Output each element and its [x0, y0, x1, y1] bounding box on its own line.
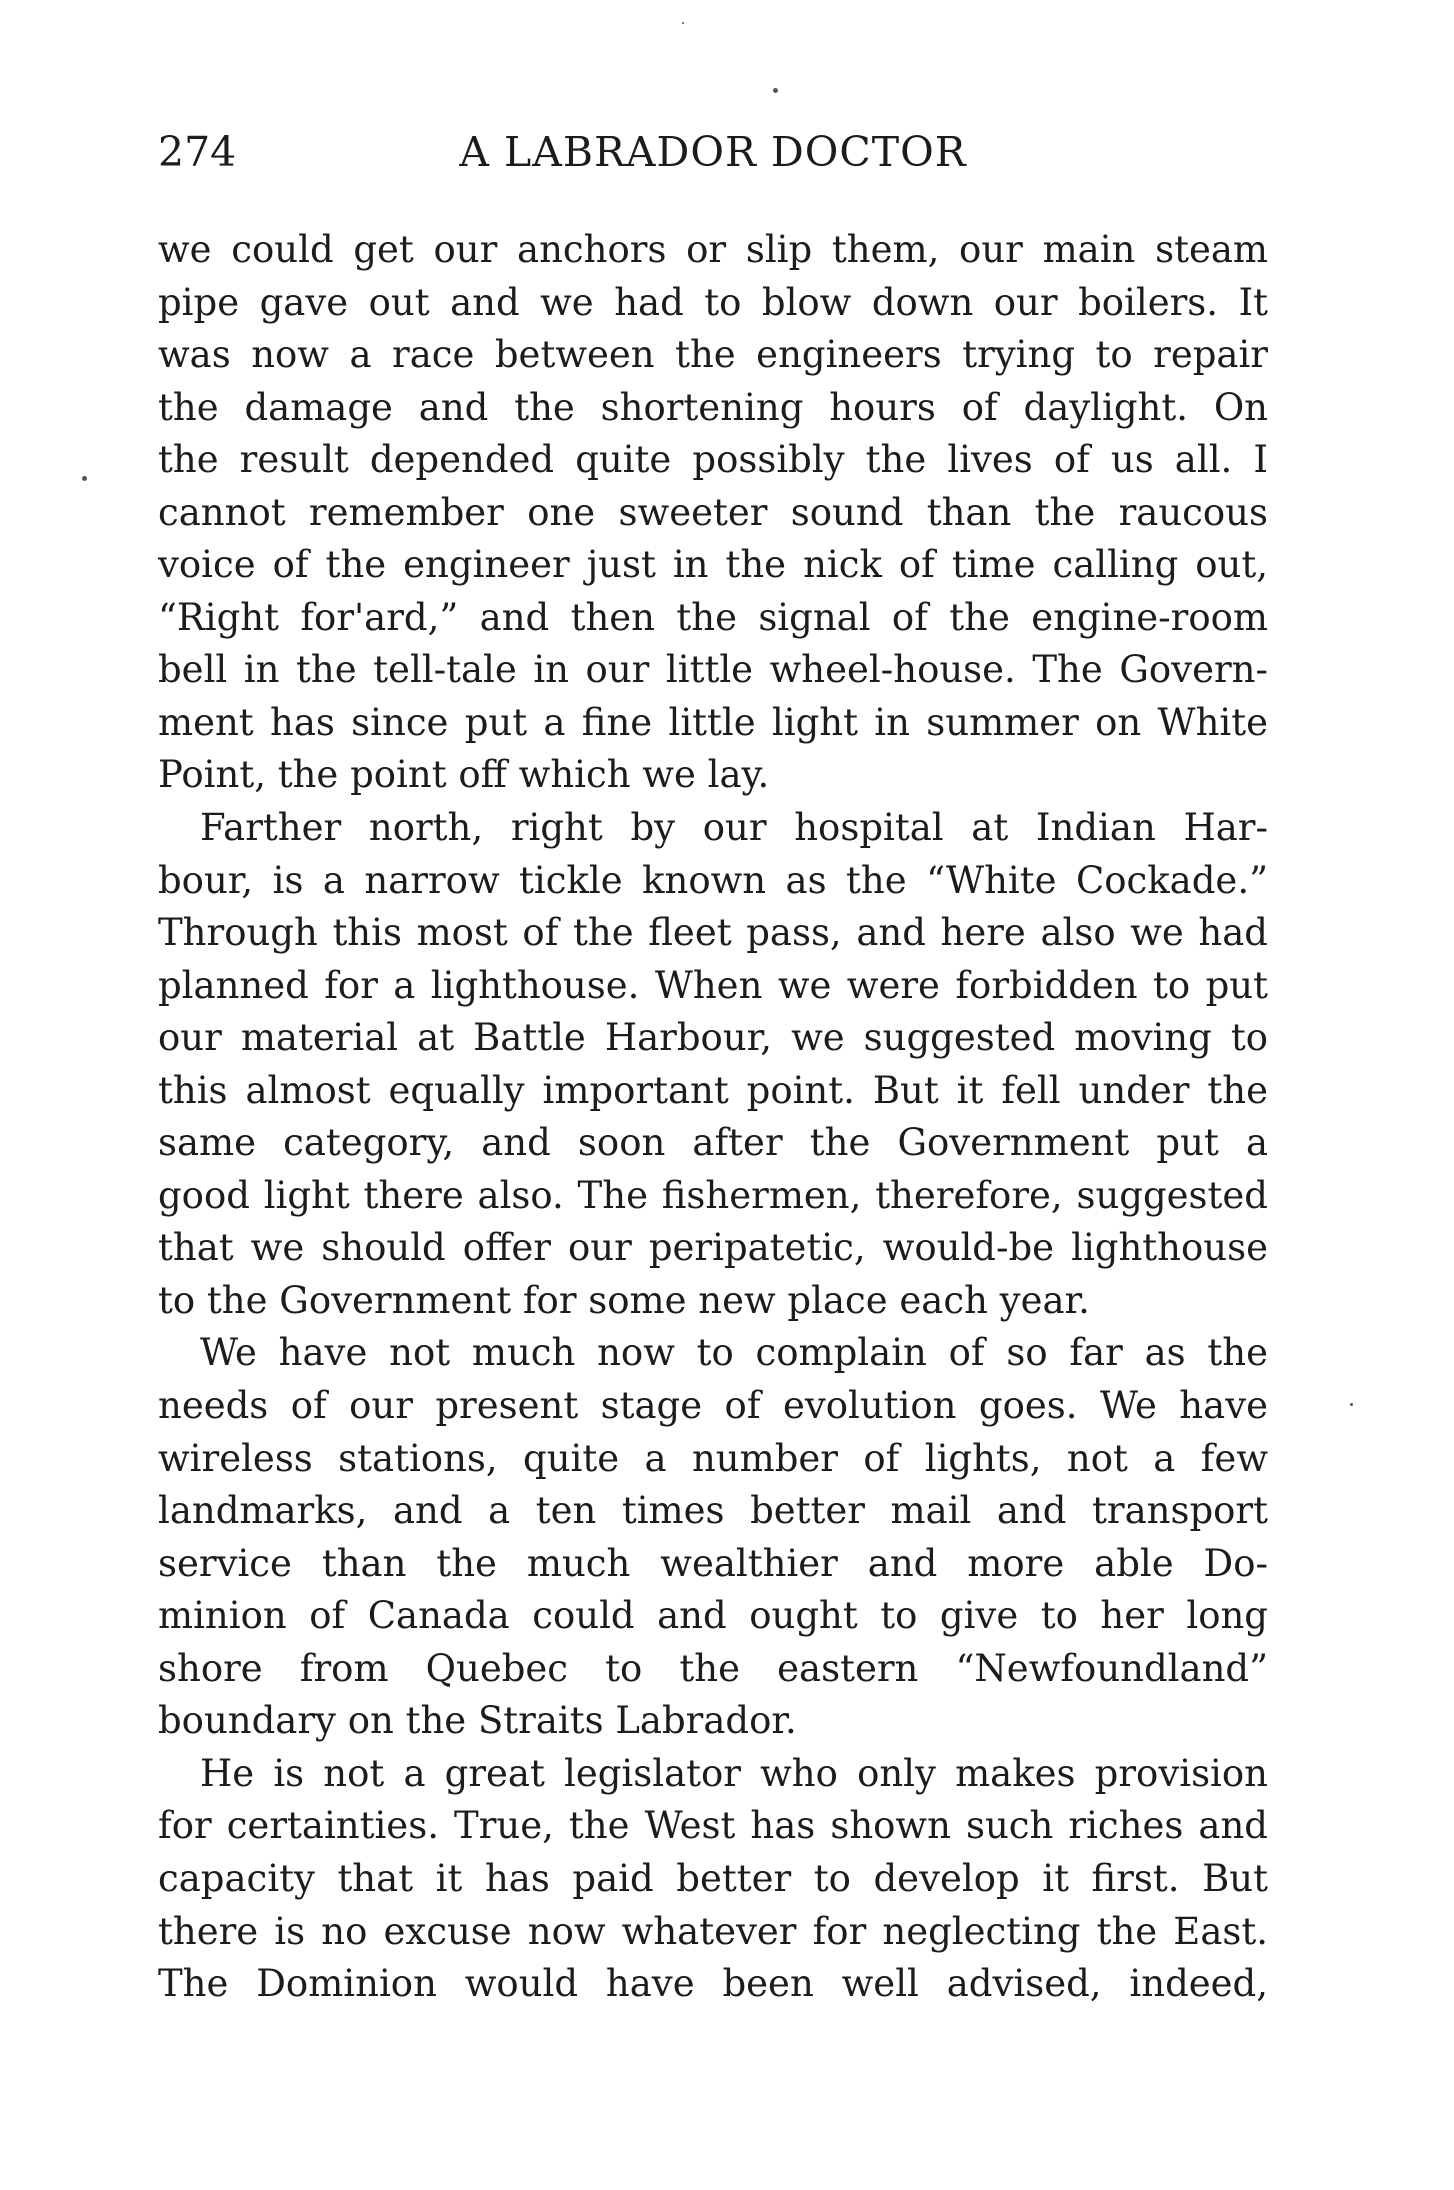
text-line: Through this most of the fleet pass, and here also we had	[158, 911, 1268, 955]
text-line: service than the much wealthier and more able Do-	[158, 1541, 1268, 1585]
text-line: planned for a lighthouse. When we were forbidden to put	[158, 963, 1268, 1007]
text-line: this almost equally important point. But it fell under the	[158, 1068, 1268, 1112]
text-line: there is no excuse now whatever for neglecting the East.	[158, 1909, 1268, 1953]
text-line: was now a race between the engineers trying to repair	[158, 333, 1268, 377]
page-header	[158, 122, 1268, 182]
body-text	[158, 224, 1268, 2011]
scan-speck	[682, 22, 684, 24]
text-line: we could get our anchors or slip them, our main steam	[158, 228, 1268, 271]
text-line: landmarks, and a ten times better mail and transport	[158, 1489, 1268, 1533]
text-line: boundary on the Straits Labrador.	[158, 1699, 797, 1743]
text-line: same category, and soon after the Government put a	[158, 1121, 1268, 1165]
paragraph	[158, 224, 1268, 802]
text-line: capacity that it has paid better to develop it first. But	[158, 1856, 1268, 1900]
scan-speck	[1350, 1403, 1353, 1406]
text-line: that we should offer our peripatetic, would-be lighthouse	[158, 1226, 1268, 1270]
text-line: voice of the engineer just in the nick of time calling out,	[158, 543, 1268, 587]
paragraph	[158, 1748, 1268, 2011]
text-line: The Dominion would have been well advised, indeed,	[158, 1962, 1268, 2006]
text-line: ment has since put a fine little light in summer on White	[158, 700, 1268, 744]
paragraph	[158, 802, 1268, 1327]
text-line: needs of our present stage of evolution goes. We have	[158, 1384, 1268, 1428]
text-line: “Right for'ard,” and then the signal of the engine-room	[158, 595, 1268, 639]
text-line: good light there also. The fishermen, therefore, suggested	[158, 1173, 1268, 1217]
paragraph	[158, 1327, 1268, 1747]
text-line: our material at Battle Harbour, we suggested moving to	[158, 1016, 1268, 1060]
text-line: wireless stations, quite a number of lights, not a few	[158, 1436, 1268, 1480]
scan-speck	[82, 476, 87, 481]
running-title: A LABRADOR DOCTOR	[459, 128, 967, 176]
text-line: Point, the point off which we lay.	[158, 753, 770, 797]
scan-speck	[773, 88, 778, 93]
text-line: the result depended quite possibly the lives of us all. I	[158, 438, 1268, 482]
text-line: pipe gave out and we had to blow down our boilers. It	[158, 280, 1268, 324]
text-line: shore from Quebec to the eastern “Newfoundland”	[158, 1646, 1268, 1690]
text-line: cannot remember one sweeter sound than the raucous	[158, 490, 1268, 534]
text-line: to the Government for some new place each year.	[158, 1278, 1090, 1322]
text-line: bour, is a narrow tickle known as the “White Cockade.”	[158, 858, 1268, 902]
page-number: 274	[158, 128, 237, 176]
text-line: We have not much now to complain of so far as the	[200, 1331, 1268, 1375]
text-line: Farther north, right by our hospital at Indian Har-	[200, 806, 1268, 850]
text-line: minion of Canada could and ought to give to her long	[158, 1594, 1268, 1638]
text-line: for certainties. True, the West has shown such riches and	[158, 1804, 1268, 1848]
text-line: the damage and the shortening hours of daylight. On	[158, 385, 1268, 429]
text-line: bell in the tell-tale in our little wheel-house. The Govern-	[158, 648, 1268, 692]
text-line: He is not a great legislator who only makes provision	[200, 1751, 1268, 1795]
